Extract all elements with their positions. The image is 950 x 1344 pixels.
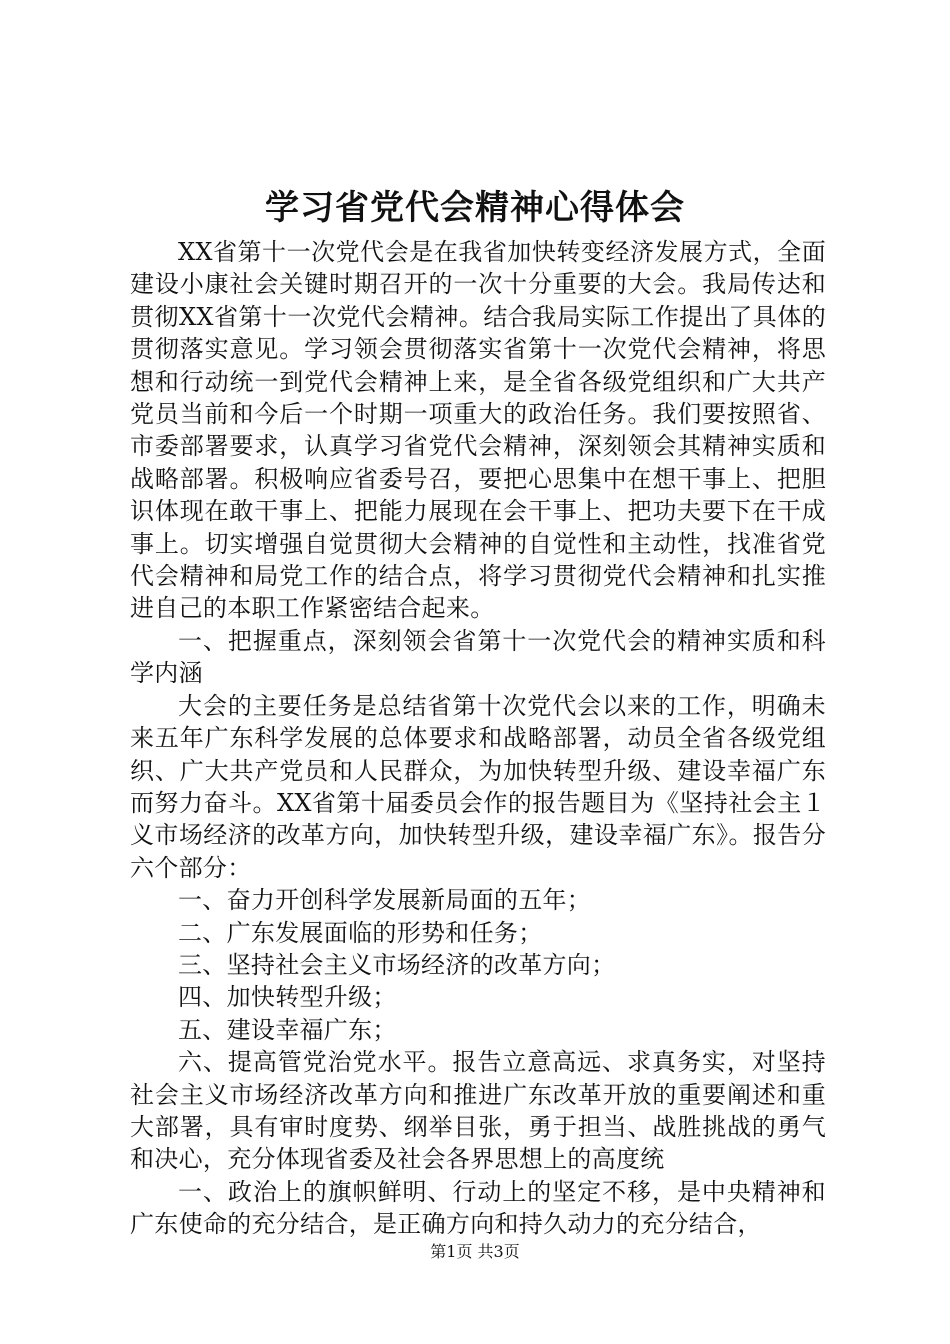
document-body: [130, 236, 826, 1241]
paragraph: 大会的主要任务是总结省第十次党代会以来的工作，明确未来五年广东科学发展的总体要求和战略部署，动员全省各级党组织、广大共产党员和人民群众，为加快转型升级、建设幸福广东而努力奋斗。XX省第十届委员会作的报告题目为《坚持社会主１义市场经济的改革方向，加快转型升级，建设幸福广东》。报告分六个部分：: [130, 691, 826, 882]
list-item: 一、奋力开创科学发展新局面的五年；: [178, 886, 592, 915]
document-title: 学习省党代会精神心得体会: [265, 188, 685, 228]
list-item: 五、建设幸福广东；: [178, 1015, 397, 1044]
paragraph: 一、把握重点，深刻领会省第十一次党代会的精神实质和科学内涵: [130, 626, 826, 688]
list-item: 四、加快转型升级；: [178, 983, 397, 1012]
paragraph: 一、政治上的旗帜鲜明、行动上的坚定不移，是中央精神和广东使命的充分结合，是正确方向和持久动力的充分结合，: [130, 1177, 826, 1239]
list-item: 三、坚持社会主义市场经济的改革方向；: [178, 950, 616, 979]
paragraph: XX省第十一次党代会是在我省加快转变经济发展方式，全面建设小康社会关键时期召开的一次十分重要的大会。我局传达和贯彻XX省第十一次党代会精神。结合我局实际工作提出了具体的贯彻落实意见。学习领会贯彻落实省第十一次党代会精神，将思想和行动统一到党代会精神上来，是全省各级党组织和广大共产党员当前和今后一个时期一项重大的政治任务。我们要按照省、市委部署要求，认真学习省党代会精神，深刻领会其精神实质和战略部署。积极响应省委号召，要把心思集中在想干事上、把胆识体现在敢干事上、把能力展现在会干事上、把功夫要下在干成事上。切实增强自觉贯彻大会精神的自觉性和主动性，找准省党代会精神和局党工作的结合点，将学习贯彻党代会精神和扎实推进自己的本职工作紧密结合起来。: [130, 238, 826, 623]
list-item: 二、广东发展面临的形势和任务；: [178, 918, 543, 947]
page-number-footer: 第1页 共3页: [430, 1242, 520, 1261]
paragraph: 六、提高管党治党水平。报告立意高远、求真务实，对坚持社会主义市场经济改革方向和推进广东改革开放的重要阐述和重大部署，具有审时度势、纲举目张，勇于担当、战胜挑战的勇气和决心，充分体现省委及社会各界思想上的高度统: [130, 1048, 826, 1174]
